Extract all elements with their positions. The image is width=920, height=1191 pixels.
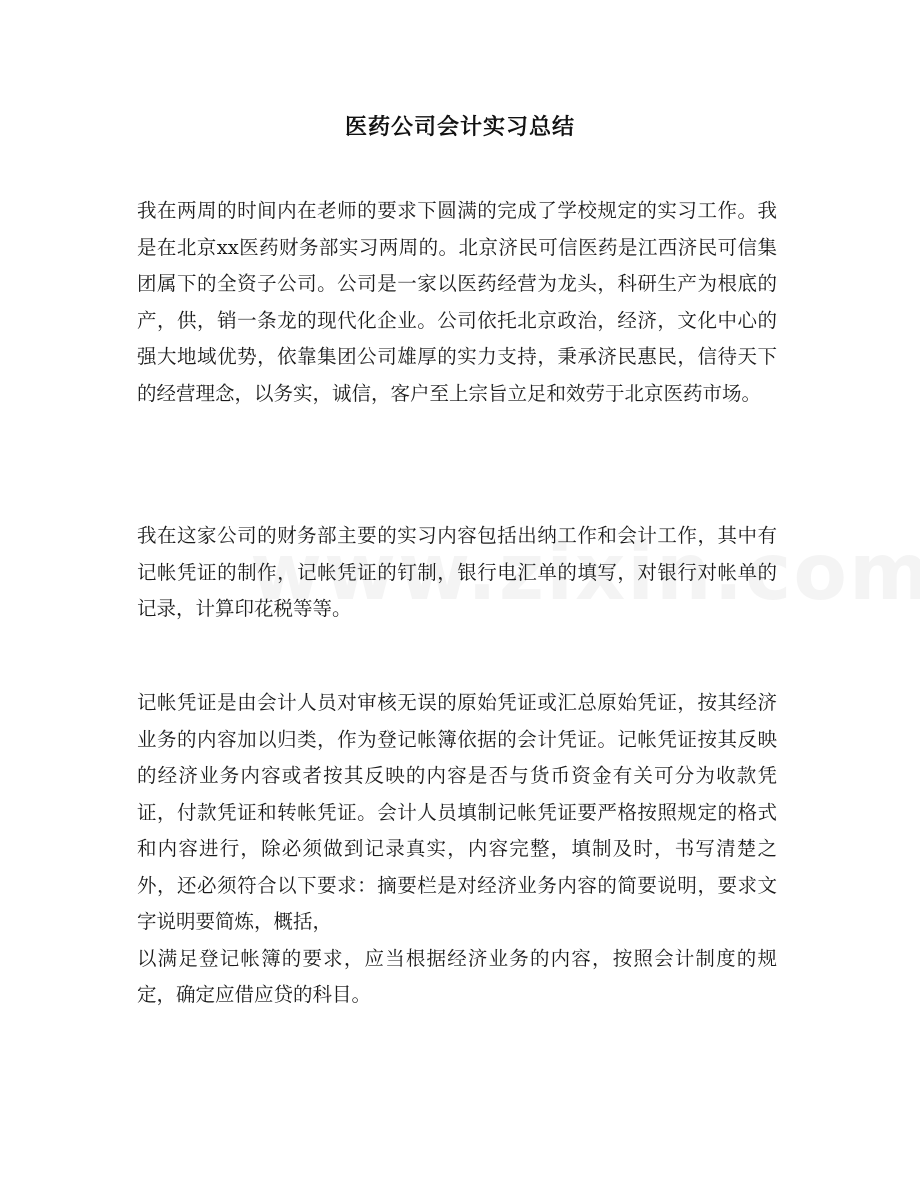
paragraph-2: 我在这家公司的财务部主要的实习内容包括出纳工作和会计工作，其中有记帐凭证的制作，记帐凭证的钉制，银行电汇单的填写，对银行对帐单的记录，计算印花税等等。 (137, 524, 777, 620)
paragraph-3-line: 以满足登记帐簿的要求，应当根据经济业务的内容，按照会计制度的规定，确定应借应贷的科目。 (137, 946, 777, 1006)
paragraph-3-line: 记帐凭证是由会计人员对审核无误的原始凭证或汇总原始凭证，按其经济业务的内容加以归类，作为登记帐簿依据的会计凭证。记帐凭证按其反映的经济业务内容或者按其反映的内容是否与货币资金有关可分为收款凭证，付款凭证和转帐凭证。会计人员填制记帐凭证要严格按照规定的格式和内容进行，除必须做到记录真实，内容完整，填制及时，书写清楚之外，还必须符合以下要求：摘要栏是对经济业务内容的简要说明，要求文字说明要简炼，概括， (137, 691, 777, 933)
paragraph-3 (137, 685, 777, 1014)
paragraph-1: 我在两周的时间内在老师的要求下圆满的完成了学校规定的实习工作。我是在北京xx医药财务部实习两周的。北京济民可信医药是江西济民可信集团属下的全资子公司。公司是一家以医药经营为龙头，科研生产为根底的产，供，销一条龙的现代化企业。公司依托北京政治，经济，文化中心的强大地域优势，依靠集团公司雄厚的实力支持，秉承济民惠民，信待天下的经营理念，以务实，诚信，客户至上宗旨立足和效劳于北京医药市场。 (137, 199, 777, 405)
document-title: 医药公司会计实习总结 (344, 114, 575, 140)
